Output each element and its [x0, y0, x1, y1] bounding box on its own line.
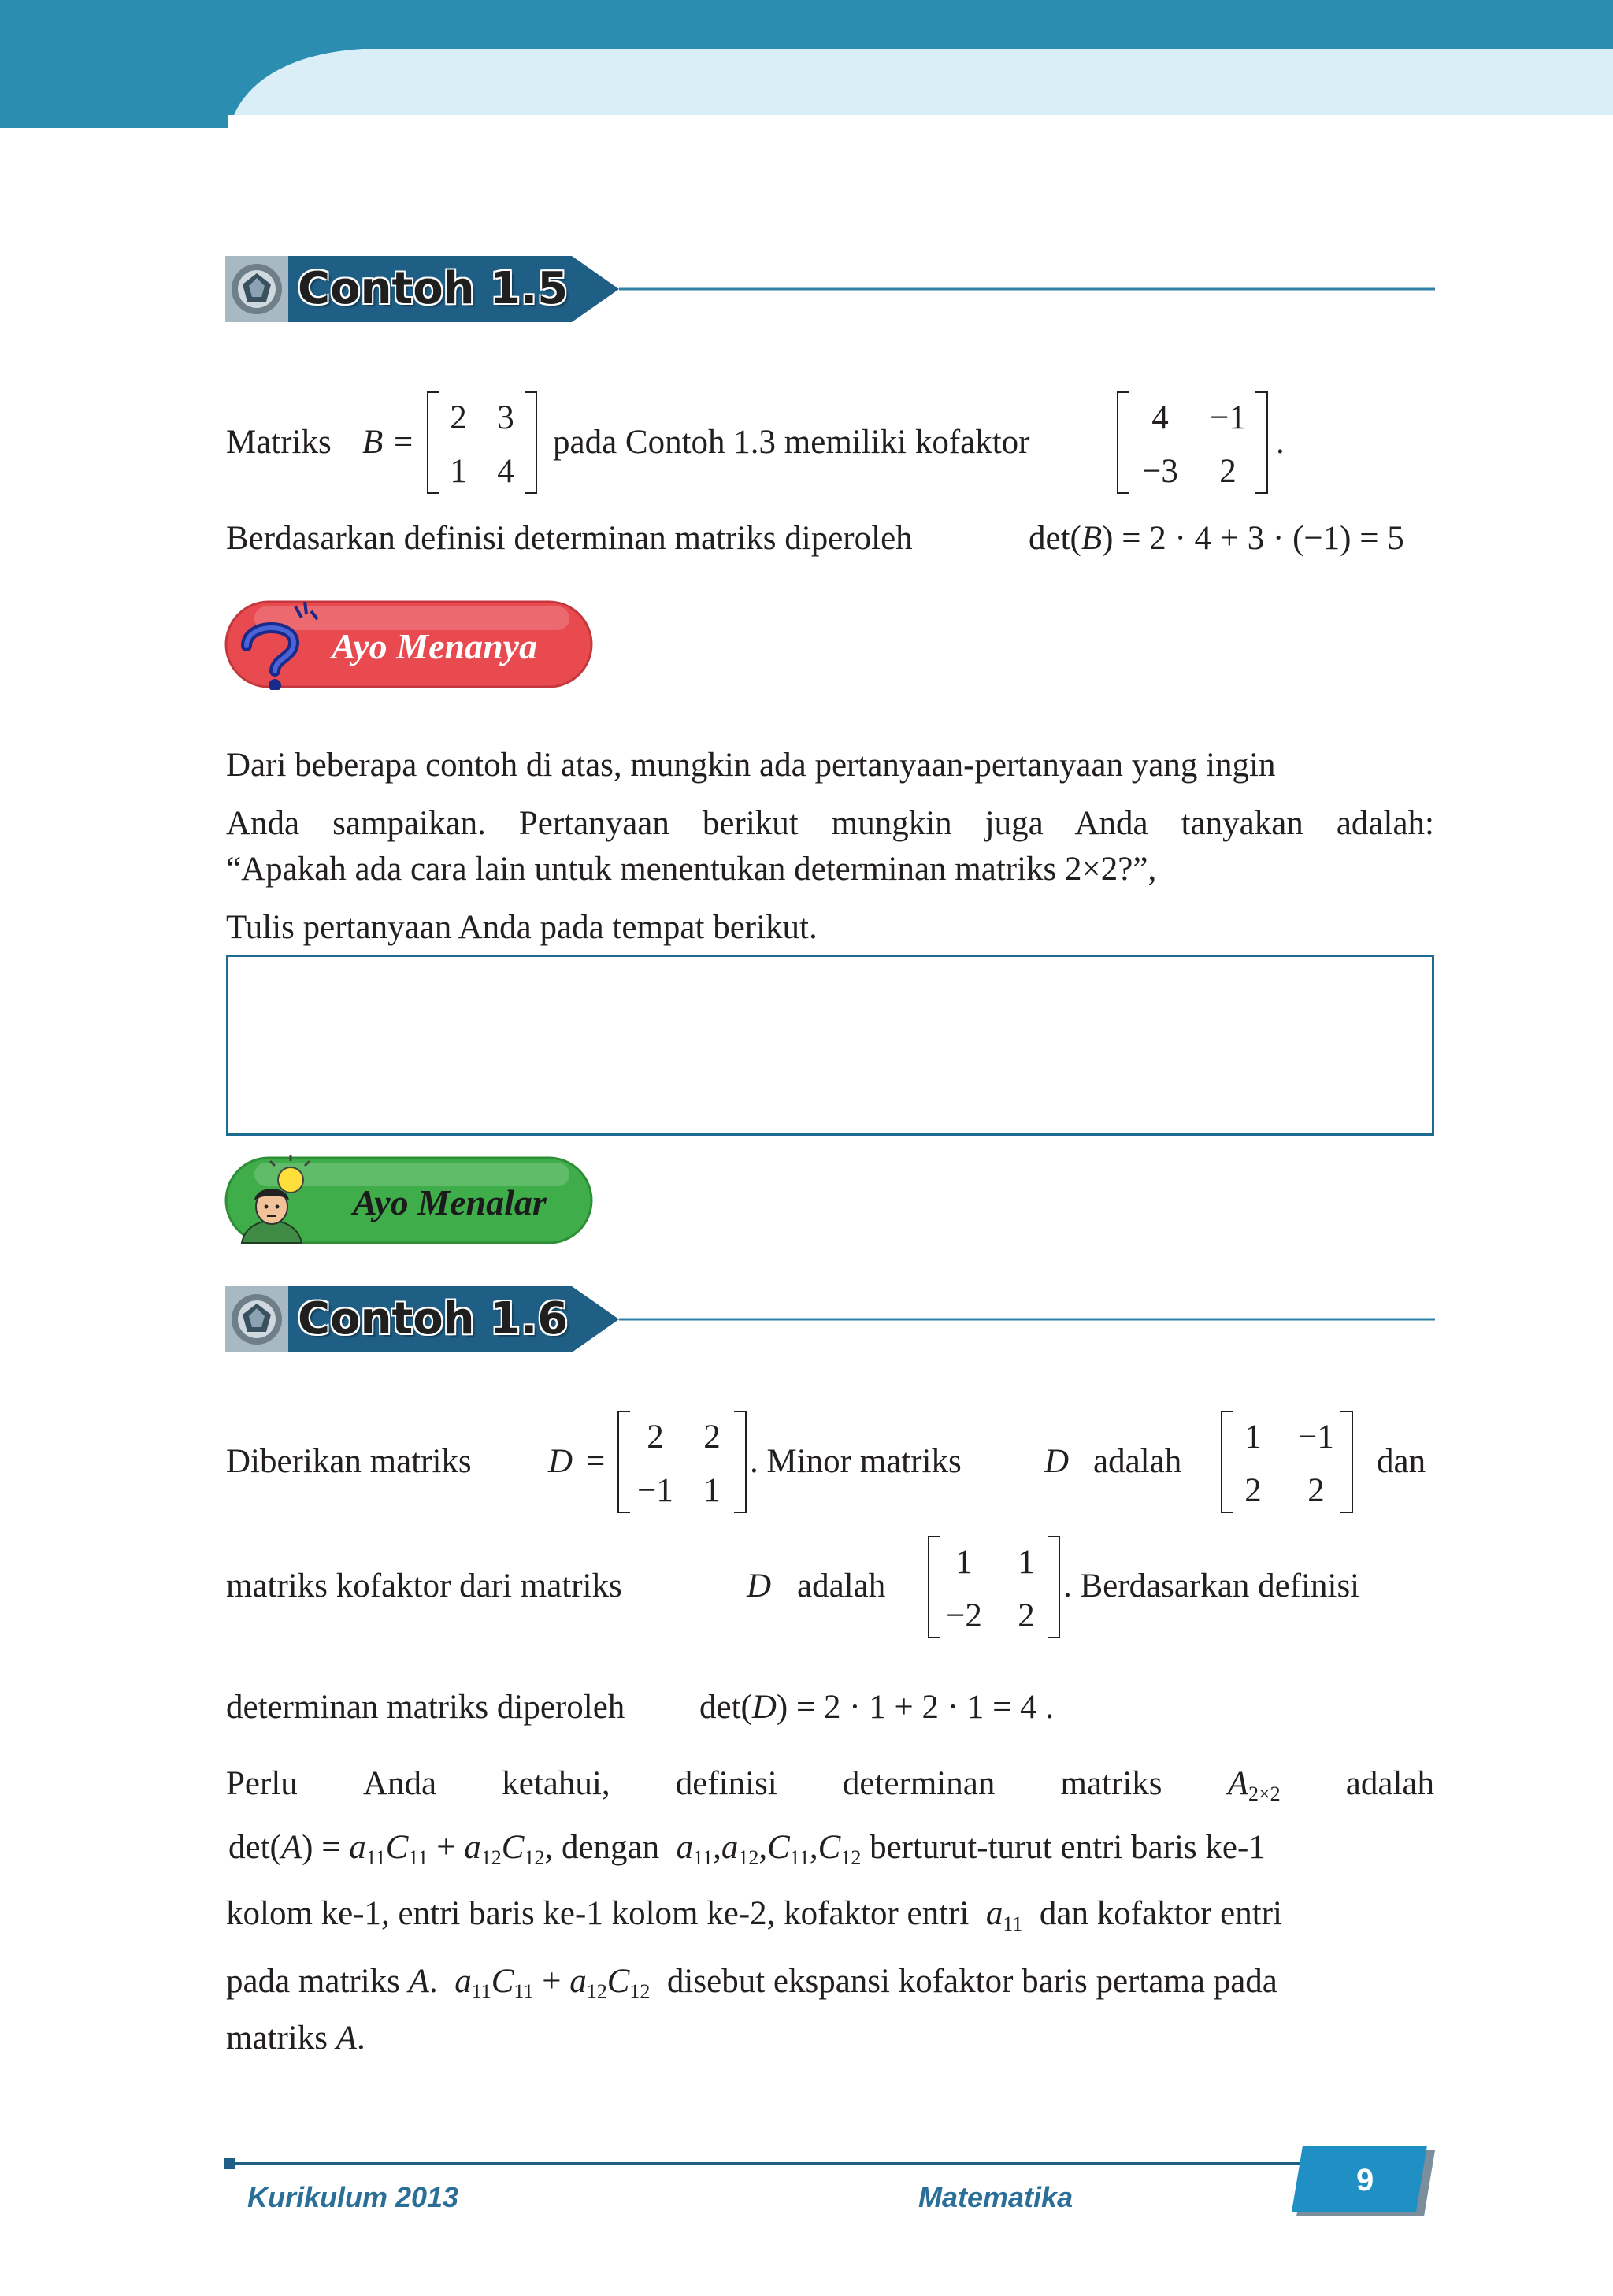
matrix-b: 2 3 1 4 — [427, 391, 537, 494]
matrix-minor-d: 1 −1 2 2 — [1221, 1411, 1353, 1513]
matrix-cofactor-b: 4 −1 −3 2 — [1117, 391, 1268, 494]
ayo-menanya-banner — [223, 599, 595, 690]
paragraph-line-3: “Apakah ada cara lain untuk menentukan determinan matriks 2×2?”, — [226, 851, 1157, 888]
example-title: Contoh 1.6 — [298, 1293, 569, 1345]
text-berdasarkan: Berdasarkan definisi determinan matriks diperoleh — [226, 520, 913, 557]
ayo-menanya-label: Ayo Menanya — [332, 626, 538, 666]
footer-curriculum: Kurikulum 2013 — [247, 2181, 459, 2213]
ayo-menalar-banner — [223, 1155, 595, 1246]
var-b: B — [362, 424, 384, 461]
definition-line-1: Perlu Anda ketahui, definisi determinan matriks $A_{2\times 2}$ adalah — [226, 1765, 1434, 1805]
gem-badge-icon — [232, 264, 282, 314]
text-pada-contoh: pada Contoh 1.3 memiliki kofaktor — [553, 424, 1030, 461]
matrix-d: 2 2 −1 1 — [617, 1411, 747, 1513]
definition-line-5: matriks A. — [226, 2020, 365, 2057]
definition-line-4: pada matriks A. $a_{11}C_{11} + a_{12}C_{12}$ disebut ekspansi kofaktor baris pertama pada — [226, 1963, 1277, 2003]
det-formula-d: det(D) = 2 · 1 + 2 · 1 = 4 . — [699, 1689, 1055, 1726]
paragraph-line-1: Dari beberapa contoh di atas, mungkin ada pertanyaan-pertanyaan yang ingin — [226, 747, 1276, 784]
text-diberikan: Diberikan matriks — [226, 1443, 472, 1480]
example-title: Contoh 1.5 — [298, 263, 569, 314]
det-formula-b: det(B) = 2 · 4 + 3 · (−1) = 5 — [1029, 520, 1404, 557]
footer-subject: Matematika — [918, 2181, 1073, 2213]
gem-badge-icon — [232, 1294, 282, 1345]
paragraph-line-2: Anda sampaikan. Pertanyaan berikut mungkin juga Anda tanyakan adalah: — [226, 805, 1434, 842]
definition-line-2: $\det(A) = a_{11}C_{11} + a_{12}C_{12}$, dengan $a_{11},a_{12},C_{11},C_{12}$ berturut-turut entri baris ke-1 — [228, 1829, 1266, 1869]
definition-line-3: kolom ke-1, entri baris ke-1 kolom ke-2, kofaktor entri $a_{11}$ dan kofaktor entri — [226, 1895, 1282, 1935]
text-determinan-diperoleh: determinan matriks diperoleh — [226, 1689, 625, 1726]
answer-textbox[interactable] — [226, 955, 1434, 1136]
text-matriks-kofaktor: matriks kofaktor dari matriks — [226, 1567, 622, 1604]
text-matriks: Matriks — [226, 424, 332, 461]
example-banner-1-5 — [225, 256, 1435, 322]
ayo-menalar-label: Ayo Menalar — [353, 1182, 547, 1222]
example-banner-1-6 — [225, 1286, 1435, 1352]
matrix-cofactor-d: 1 1 −2 2 — [928, 1536, 1060, 1638]
page-number: 9 — [1356, 2163, 1374, 2198]
page-header-banner — [0, 0, 1613, 134]
paragraph-line-4: Tulis pertanyaan Anda pada tempat berikut. — [226, 909, 818, 946]
equals: = — [394, 424, 413, 461]
